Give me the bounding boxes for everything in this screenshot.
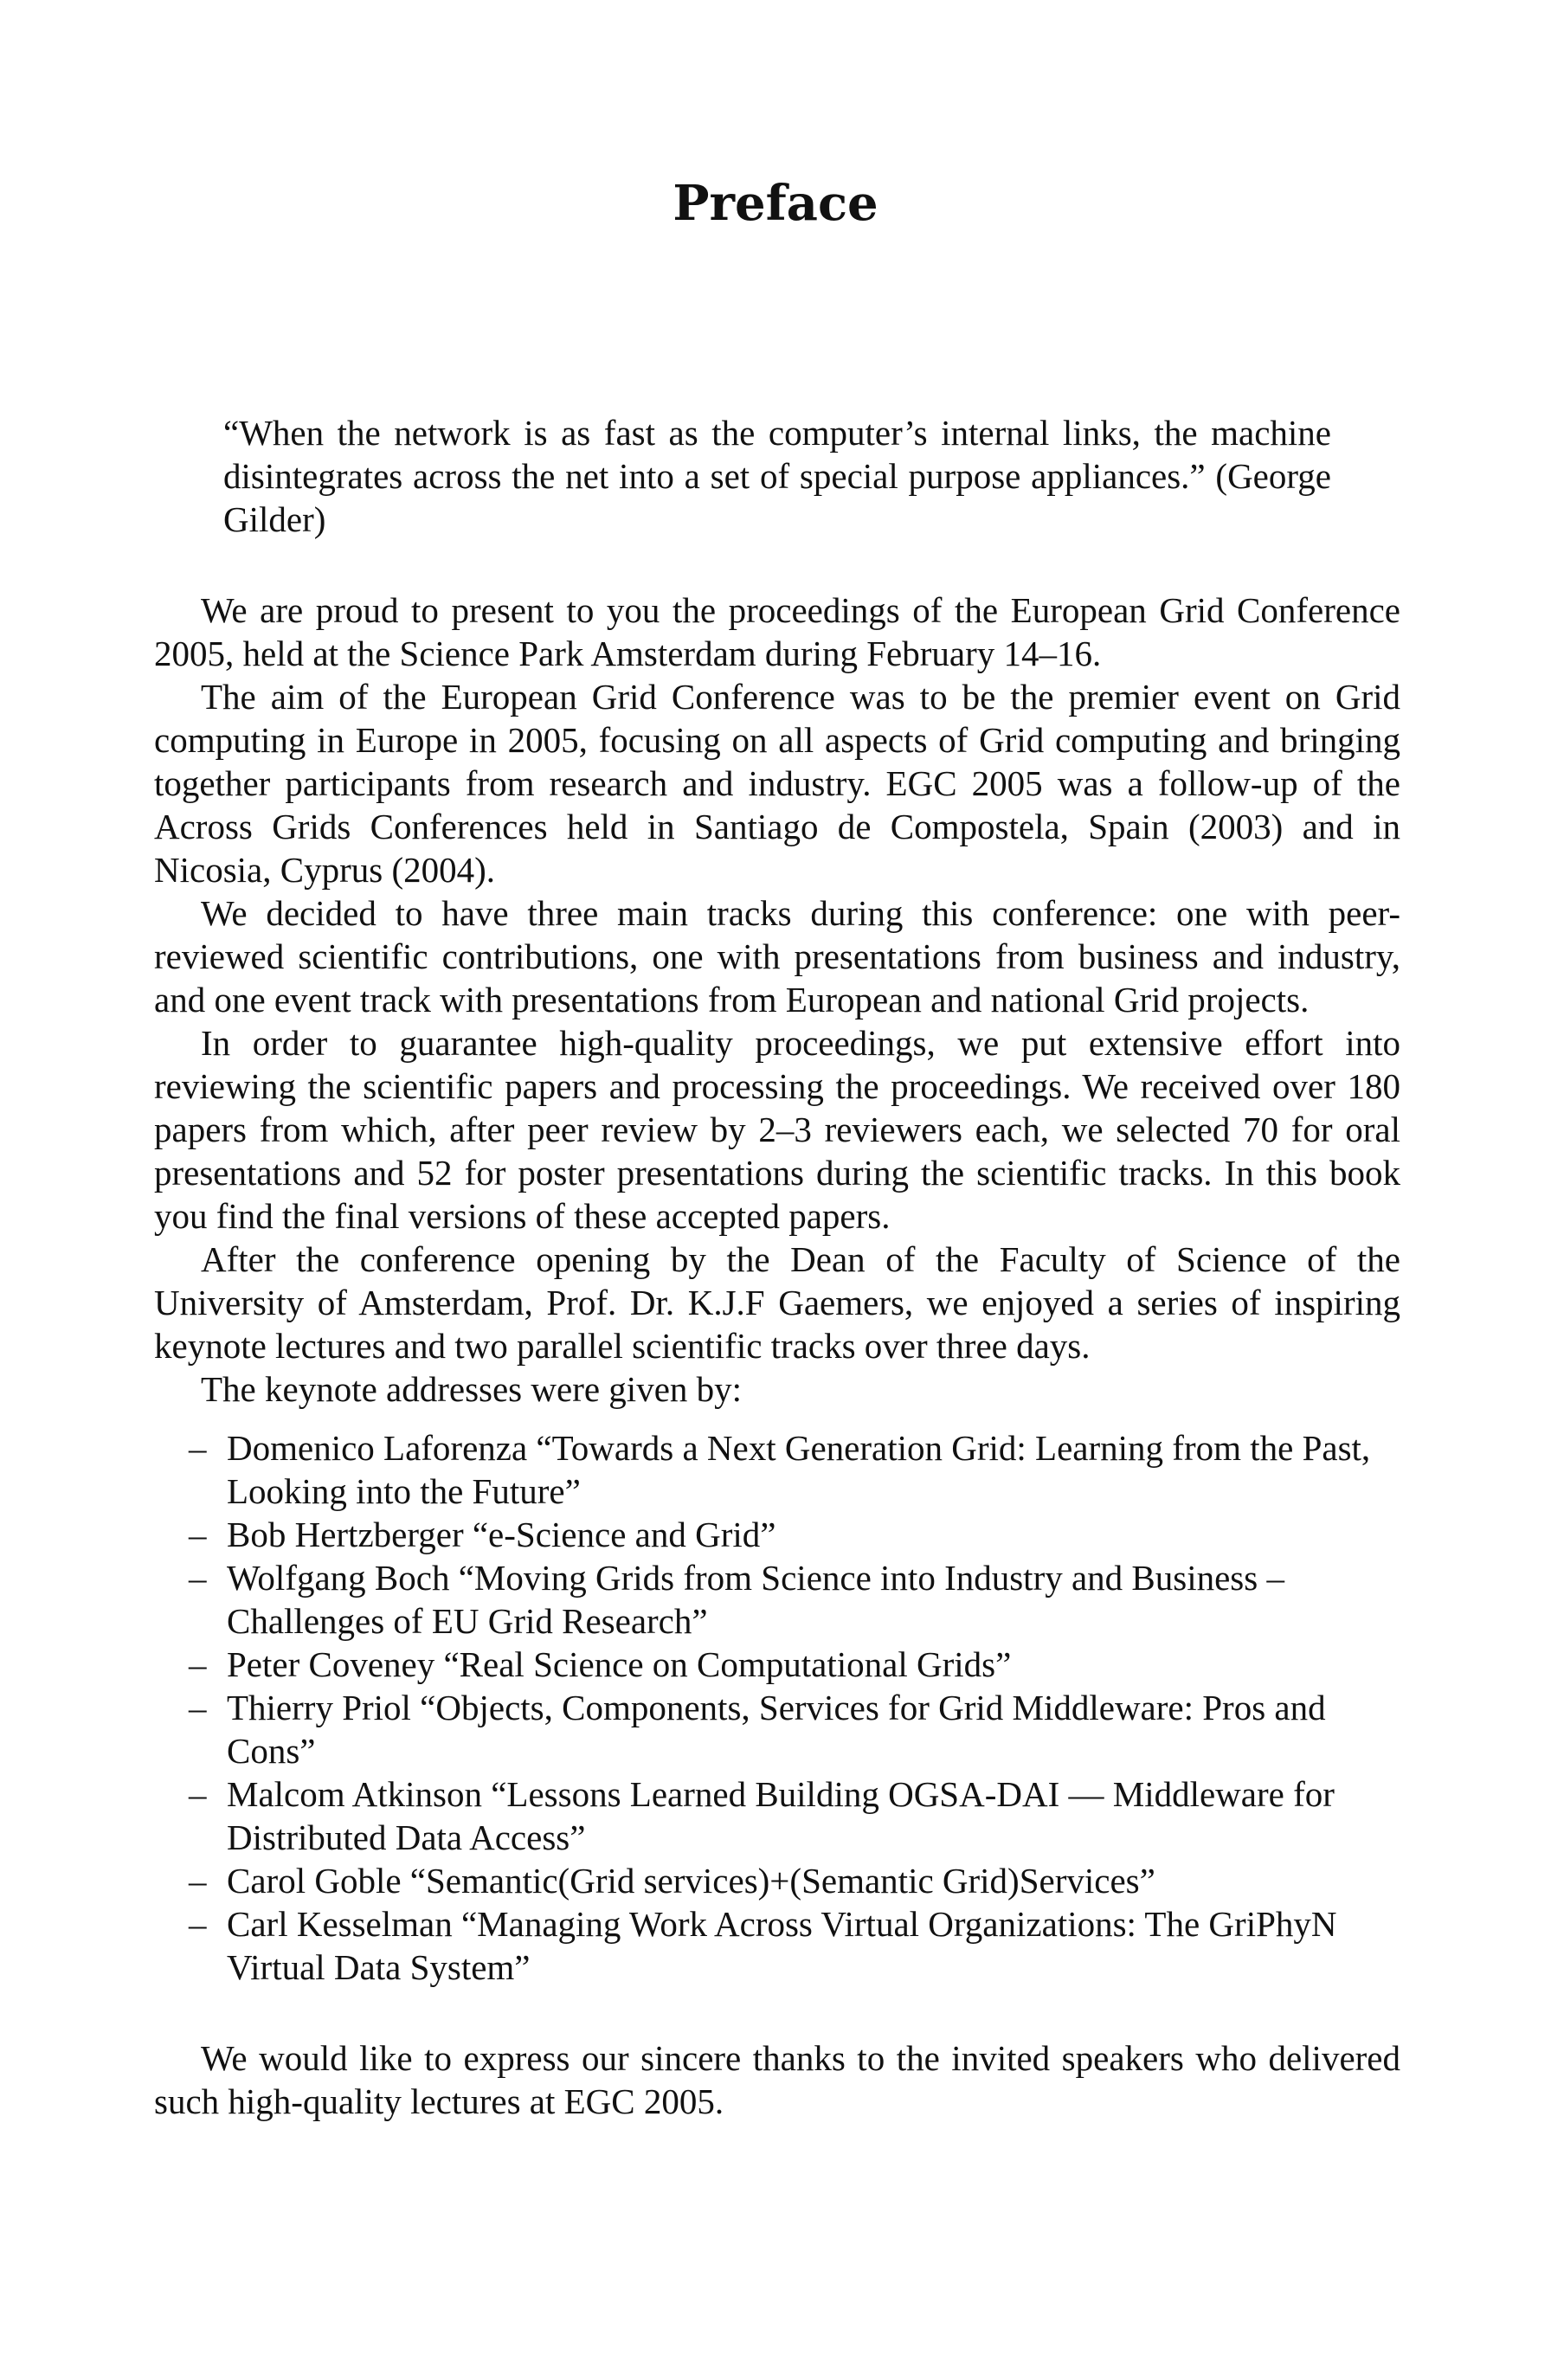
closing-paragraph: We would like to express our sincere thanks to the invited speakers who delivered such high-quality lectures at EGC 2005. bbox=[154, 2038, 1400, 2121]
keynote-text: Carol Goble “Semantic(Grid services)+(Semantic Grid)Services” bbox=[227, 1861, 1155, 1901]
paragraph: We are proud to present to you the proceedings of the European Grid Conference 2005, held at the Science Park Amsterdam during February 14–16. bbox=[154, 590, 1400, 673]
keynote-text: Thierry Priol “Objects, Components, Services for Grid Middleware: Pros and Cons” bbox=[227, 1688, 1326, 1771]
keynote-item bbox=[189, 1426, 1400, 1513]
keynote-text: Malcom Atkinson “Lessons Learned Building OGSA-DAI — Middleware for Distributed Data Access” bbox=[227, 1774, 1335, 1857]
bullet-dash: – bbox=[189, 1558, 207, 1598]
keynote-item bbox=[189, 1643, 1400, 1686]
bullet-dash: – bbox=[189, 1904, 207, 1944]
bullet-dash: – bbox=[189, 1688, 207, 1727]
bullet-dash: – bbox=[189, 1428, 207, 1468]
keynote-text: Carl Kesselman “Managing Work Across Virtual Organizations: The GriPhyN Virtual Data System” bbox=[227, 1904, 1337, 1987]
body-text bbox=[154, 411, 1400, 2123]
keynote-list bbox=[154, 1426, 1400, 1989]
keynote-item bbox=[189, 1513, 1400, 1556]
keynote-item bbox=[189, 1772, 1400, 1859]
keynote-text: Domenico Laforenza “Towards a Next Generation Grid: Learning from the Past, Looking into the Future” bbox=[227, 1428, 1371, 1511]
keynote-text: Bob Hertzberger “e-Science and Grid” bbox=[227, 1515, 776, 1554]
paragraph: After the conference opening by the Dean of the Faculty of Science of the University of Amsterdam, Prof. Dr. K.J.F Gaemers, we enjoyed a series of inspiring keynote lectures and two parallel scientific tracks over three days. bbox=[154, 1239, 1400, 1366]
keynote-text: Wolfgang Boch “Moving Grids from Science into Industry and Business – Challenges of EU Grid Research” bbox=[227, 1558, 1284, 1641]
keynote-intro: The keynote addresses were given by: bbox=[201, 1369, 743, 1409]
keynote-item bbox=[189, 1902, 1400, 1989]
bullet-dash: – bbox=[189, 1644, 207, 1684]
keynote-item bbox=[189, 1859, 1400, 1902]
paragraph: We decided to have three main tracks during this conference: one with peer-reviewed scientific contributions, one with presentations from business and industry, and one event track with presentations from European and national Grid projects. bbox=[154, 893, 1400, 1020]
keynote-item bbox=[189, 1556, 1400, 1643]
epigraph-quote: “When the network is as fast as the computer’s internal links, the machine disintegrates across the net into a set of special purpose appliances.” (George Gilder) bbox=[223, 413, 1331, 539]
paragraph: In order to guarantee high-quality proceedings, we put extensive effort into reviewing the scientific papers and processing the proceedings. We received over 180 papers from which, after peer review by 2–3 reviewers each, we selected 70 for oral presentations and 52 for poster presentations during the scientific tracks. In this book you find the final versions of these accepted papers. bbox=[154, 1023, 1400, 1236]
bullet-dash: – bbox=[189, 1774, 207, 1814]
keynote-item bbox=[189, 1686, 1400, 1772]
paragraph: The aim of the European Grid Conference was to be the premier event on Grid computing in Europe in 2005, focusing on all aspects of Grid computing and bringing together participants from research and industry. EGC 2005 was a follow-up of the Across Grids Conferences held in Santiago de Compostela, Spain (2003) and in Nicosia, Cyprus (2004). bbox=[154, 677, 1400, 890]
bullet-dash: – bbox=[189, 1515, 207, 1554]
bullet-dash: – bbox=[189, 1861, 207, 1901]
keynote-text: Peter Coveney “Real Science on Computational Grids” bbox=[227, 1644, 1012, 1684]
page-title: Preface bbox=[673, 175, 878, 232]
